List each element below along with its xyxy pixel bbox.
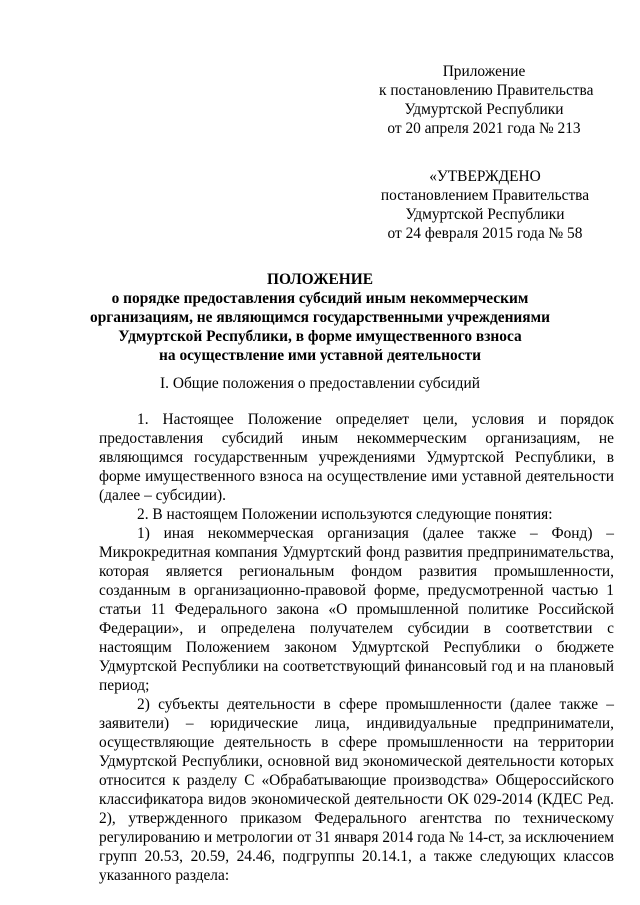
appendix-block: [379, 62, 594, 138]
appendix-line: Удмуртской Республики: [404, 101, 564, 118]
appendix-line: Приложение: [442, 63, 526, 80]
paragraph: 2) субъекты деятельности в сфере промышленности (далее также – заявители) – юридические лица, индивидуальные предприниматели, осуществляющие деятельность в сфере промышленности на территории Удмуртской Республики, основной вид экономической деятельности которых относится к разделу С «Обрабатывающие производства» Общероссийского классификатора видов экономической деятельности ОК 029-2014 (КДЕС Ред. 2), утвержденного приказом Федерального агентства по техническому регулированию и метрологии от 31 января 2014 года № 14-ст, за исключением групп 20.53, 20.59, 24.46, подгруппы 20.14.1, а также следующих классов указанного раздела:: [99, 696, 614, 884]
approved-line: постановлением Правительства: [380, 187, 590, 204]
approved-line: «УТВЕРЖДЕНО: [429, 168, 541, 185]
title-line: Удмуртской Республики, в форме имущественного взноса: [118, 328, 522, 345]
paragraph: 1. Настоящее Положение определяет цели, условия и порядок предоставления субсидий иным некоммерческим организациям, не являющимся государственным учреждениями Удмуртской Республики, в форме имущественного взноса на осуществление ими уставной деятельности (далее – субсидии).: [99, 411, 614, 504]
approved-block: [380, 167, 590, 243]
paragraph: 2. В настоящем Положении используются следующие понятия:: [137, 506, 553, 523]
title-line: о порядке предоставления субсидий иным некоммерческим: [111, 290, 529, 307]
title-line: организациям, не являющимся государственными учреждениями: [90, 309, 550, 326]
appendix-line: к постановлению Правительства: [379, 82, 594, 99]
approved-line: от 24 февраля 2015 года № 58: [387, 225, 583, 242]
title-line: ПОЛОЖЕНИЕ: [267, 271, 373, 288]
approved-line: Удмуртской Республики: [405, 206, 565, 223]
document-title: [60, 270, 580, 365]
document-body: [99, 410, 614, 885]
title-line: на осуществление ими уставной деятельности: [159, 347, 481, 364]
paragraph: 1) иная некоммерческая организация (далее также – Фонд) – Микрокредитная компания Удмуртский фонд развития предпринимательства, которая является региональным фондом развития промышленности, созданным в организационно-правовой форме, предусмотренной частью 1 статьи 11 Федерального закона «О промышленной политике Российской Федерации», и определена получателем субсидии в соответствии с настоящим Положением законом Удмуртской Республики о бюджете Удмуртской Республики на соответствующий финансовый год и на плановый период;: [99, 525, 614, 694]
section-heading: I. Общие положения о предоставлении субсидий: [160, 375, 480, 392]
appendix-line: от 20 апреля 2021 года № 213: [387, 120, 581, 137]
